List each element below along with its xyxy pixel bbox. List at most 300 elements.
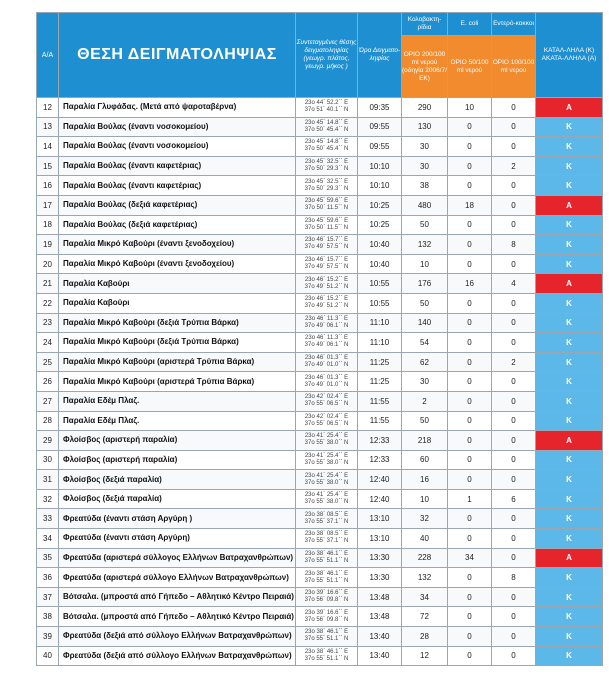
enterococci-value: 8 — [492, 235, 536, 255]
sampling-time: 10:25 — [358, 215, 402, 235]
row-number: 36 — [37, 568, 59, 588]
ecoli-value: 0 — [448, 137, 492, 157]
coordinates — [296, 548, 358, 568]
enterococci-value: 0 — [492, 372, 536, 392]
row-number: 24 — [37, 333, 59, 353]
sampling-time: 13:40 — [358, 627, 402, 647]
coordinate-longitude: 23ο 38΄ 46.1΄΄ Ε — [304, 570, 349, 577]
sampling-position: Φλοίσβος (αριστερή παραλία) — [59, 450, 296, 470]
coordinate-latitude: 37ο 50΄ 11.5΄΄ Ν — [304, 224, 349, 231]
coordinate-latitude: 37ο 49΄ 01.0΄΄ Ν — [304, 381, 349, 388]
sampling-time: 13:10 — [358, 529, 402, 549]
coordinates — [296, 607, 358, 627]
coliform-value: 62 — [402, 352, 448, 372]
table-row — [37, 215, 603, 235]
classification-badge: Α — [536, 98, 603, 118]
coordinate-latitude: 37ο 56΄ 09.8΄΄ Ν — [304, 616, 349, 623]
ecoli-value: 0 — [448, 176, 492, 196]
table-row — [37, 313, 603, 333]
row-number: 31 — [37, 470, 59, 490]
coordinate-longitude: 23ο 45΄ 59.6΄΄ Ε — [304, 217, 349, 224]
coliform-value: 28 — [402, 627, 448, 647]
table-row — [37, 489, 603, 509]
sampling-time: 12:33 — [358, 450, 402, 470]
coordinate-longitude: 23ο 46΄ 15.7΄΄ Ε — [304, 257, 349, 264]
sampling-time: 13:30 — [358, 548, 402, 568]
coliform-value: 10 — [402, 254, 448, 274]
coordinate-latitude: 37ο 51΄ 40.1΄΄ Ν — [304, 107, 349, 114]
sampling-time: 10:10 — [358, 156, 402, 176]
enterococci-value: 0 — [492, 587, 536, 607]
row-number: 26 — [37, 372, 59, 392]
coordinate-latitude: 37ο 49΄ 51.2΄΄ Ν — [304, 303, 349, 310]
ecoli-value: 0 — [448, 313, 492, 333]
coordinates — [296, 235, 358, 255]
table-row — [37, 391, 603, 411]
table-row — [37, 98, 603, 118]
coordinates — [296, 568, 358, 588]
sampling-time: 11:25 — [358, 372, 402, 392]
row-number: 16 — [37, 176, 59, 196]
row-number: 19 — [37, 235, 59, 255]
classification-badge: Α — [536, 274, 603, 294]
ecoli-value: 0 — [448, 509, 492, 529]
coliform-value: 30 — [402, 156, 448, 176]
coliform-value: 50 — [402, 215, 448, 235]
enterococci-value: 0 — [492, 529, 536, 549]
sampling-time: 13:48 — [358, 587, 402, 607]
ecoli-value: 10 — [448, 98, 492, 118]
sampling-position: Παραλία Μικρό Καβούρι (έναντι ξενοδοχείου) — [59, 235, 296, 255]
classification-badge: Κ — [536, 333, 603, 353]
ecoli-value: 0 — [448, 254, 492, 274]
table-row — [37, 587, 603, 607]
coordinates — [296, 509, 358, 529]
sampling-position: Παραλία Γλυφάδας. (Μετά από ψαροταβέρνα) — [59, 98, 296, 118]
row-number: 28 — [37, 411, 59, 431]
classification-badge: Κ — [536, 489, 603, 509]
coordinate-longitude: 23ο 39΄ 16.6΄΄ Ε — [304, 590, 349, 597]
classification-badge: Κ — [536, 411, 603, 431]
coordinates — [296, 137, 358, 157]
row-number: 17 — [37, 195, 59, 215]
sampling-position: Παραλία Εδέμ Πλαζ. — [59, 391, 296, 411]
row-number: 23 — [37, 313, 59, 333]
ecoli-value: 18 — [448, 195, 492, 215]
classification-badge: Κ — [536, 646, 603, 666]
ecoli-value: 0 — [448, 431, 492, 451]
ecoli-value: 1 — [448, 489, 492, 509]
classification-badge: Κ — [536, 156, 603, 176]
table-row — [37, 470, 603, 490]
table-row — [37, 548, 603, 568]
enterococci-value: 0 — [492, 313, 536, 333]
table-row — [37, 176, 603, 196]
table-row — [37, 235, 603, 255]
sampling-time: 10:55 — [358, 293, 402, 313]
ecoli-value: 0 — [448, 156, 492, 176]
header-coordinates: Συντεταγμένες θέσης δειγματοληψίας (γεωγρ. πλάτος, γεωγρ. μήκος ) — [296, 13, 358, 98]
enterococci-value: 0 — [492, 627, 536, 647]
coliform-value: 34 — [402, 587, 448, 607]
coordinate-longitude: 23ο 42΄ 02.4΄΄ Ε — [304, 413, 349, 420]
classification-badge: Κ — [536, 529, 603, 549]
classification-badge: Κ — [536, 587, 603, 607]
coordinate-latitude: 37ο 55΄ 06.5΄΄ Ν — [304, 401, 349, 408]
coordinate-longitude: 23ο 46΄ 15.2΄΄ Ε — [304, 296, 349, 303]
coliform-value: 140 — [402, 313, 448, 333]
table-row — [37, 529, 603, 549]
table-row — [37, 352, 603, 372]
enterococci-value: 0 — [492, 411, 536, 431]
coordinate-latitude: 37ο 55΄ 38.0΄΄ Ν — [304, 440, 349, 447]
enterococci-value: 0 — [492, 215, 536, 235]
enterococci-value: 0 — [492, 646, 536, 666]
coordinates — [296, 529, 358, 549]
coordinates — [296, 646, 358, 666]
sampling-position: Παραλία Μικρό Καβούρι (αριστερά Τρύπια Βάρκα) — [59, 352, 296, 372]
coordinate-longitude: 23ο 42΄ 02.4΄΄ Ε — [304, 394, 349, 401]
ecoli-value: 0 — [448, 215, 492, 235]
classification-badge: Κ — [536, 372, 603, 392]
sampling-time: 09:55 — [358, 137, 402, 157]
table-row — [37, 450, 603, 470]
sampling-position: Φρεατύδα (έναντι στάση Αργύρη) — [59, 529, 296, 549]
enterococci-value: 0 — [492, 333, 536, 353]
coordinate-longitude: 23ο 45΄ 59.6΄΄ Ε — [304, 198, 349, 205]
coordinates — [296, 117, 358, 137]
sampling-time: 11:10 — [358, 313, 402, 333]
ecoli-value: 0 — [448, 529, 492, 549]
ecoli-value: 0 — [448, 607, 492, 627]
row-number: 27 — [37, 391, 59, 411]
ecoli-value: 0 — [448, 470, 492, 490]
sampling-position: Παραλία Μικρό Καβούρι (αριστερά Τρύπια Βάρκα) — [59, 372, 296, 392]
sampling-results-table — [36, 12, 603, 666]
classification-badge: Α — [536, 195, 603, 215]
sampling-time: 12:40 — [358, 489, 402, 509]
ecoli-value: 16 — [448, 274, 492, 294]
row-number: 34 — [37, 529, 59, 549]
coordinates — [296, 274, 358, 294]
coordinate-longitude: 23ο 45΄ 32.5΄΄ Ε — [304, 159, 349, 166]
coliform-value: 60 — [402, 450, 448, 470]
coliform-value: 30 — [402, 372, 448, 392]
coordinates — [296, 313, 358, 333]
sampling-results-table-container — [36, 12, 602, 666]
coordinate-longitude: 23ο 38΄ 46.1΄΄ Ε — [304, 648, 349, 655]
coordinate-latitude: 37ο 50΄ 11.5΄΄ Ν — [304, 205, 349, 212]
ecoli-value: 0 — [448, 333, 492, 353]
coliform-value: 40 — [402, 529, 448, 549]
ecoli-value: 0 — [448, 293, 492, 313]
enterococci-value: 0 — [492, 509, 536, 529]
header-coliform: Κολοβακτη-ρίδια — [402, 13, 448, 36]
sampling-position: Φρεατύδα (έναντι στάση Αργύρη ) — [59, 509, 296, 529]
row-number: 39 — [37, 627, 59, 647]
sampling-position: Παραλία Μικρό Καβούρι (δεξιά Τρύπια Βάρκα) — [59, 313, 296, 333]
header-aa: Α/Α — [37, 13, 59, 98]
coordinate-latitude: 37ο 55΄ 37.1΄΄ Ν — [304, 538, 349, 545]
coordinate-latitude: 37ο 55΄ 06.5΄΄ Ν — [304, 420, 349, 427]
coordinates — [296, 352, 358, 372]
coordinate-longitude: 23ο 41΄ 25.4΄΄ Ε — [304, 492, 349, 499]
coliform-value: 228 — [402, 548, 448, 568]
coordinates — [296, 195, 358, 215]
enterococci-value: 0 — [492, 431, 536, 451]
row-number: 30 — [37, 450, 59, 470]
coliform-value: 218 — [402, 431, 448, 451]
table-row — [37, 646, 603, 666]
sampling-time: 13:48 — [358, 607, 402, 627]
coordinate-longitude: 23ο 45΄ 14.8΄΄ Ε — [304, 139, 349, 146]
row-number: 37 — [37, 587, 59, 607]
sampling-position: Φλοίσβος (δεξιά παραλία) — [59, 470, 296, 490]
coordinates — [296, 489, 358, 509]
table-row — [37, 372, 603, 392]
row-number: 38 — [37, 607, 59, 627]
row-number: 35 — [37, 548, 59, 568]
table-row — [37, 509, 603, 529]
ecoli-value: 0 — [448, 587, 492, 607]
coordinates — [296, 391, 358, 411]
sampling-time: 11:55 — [358, 411, 402, 431]
sampling-position: Παραλία Βούλας (έναντι νοσοκομείου) — [59, 117, 296, 137]
sampling-position: Βότσαλα. (μπροστά από Γήπεδο – Αθλητικό Κέντρο Πειραιά) — [59, 607, 296, 627]
classification-badge: Α — [536, 431, 603, 451]
table-row — [37, 117, 603, 137]
classification-badge: Κ — [536, 352, 603, 372]
coordinates — [296, 431, 358, 451]
coordinates — [296, 98, 358, 118]
coordinate-latitude: 37ο 49΄ 51.2΄΄ Ν — [304, 283, 349, 290]
classification-badge: Κ — [536, 313, 603, 333]
table-row — [37, 431, 603, 451]
coordinates — [296, 450, 358, 470]
coordinate-latitude: 37ο 55΄ 51.1΄΄ Ν — [304, 655, 349, 662]
coordinate-longitude: 23ο 41΄ 25.4΄΄ Ε — [304, 433, 349, 440]
enterococci-value: 0 — [492, 176, 536, 196]
row-number: 14 — [37, 137, 59, 157]
ecoli-value: 0 — [448, 117, 492, 137]
sampling-time: 10:40 — [358, 254, 402, 274]
coordinate-longitude: 23ο 46΄ 01.3΄΄ Ε — [304, 355, 349, 362]
sampling-time: 09:35 — [358, 98, 402, 118]
classification-badge: Κ — [536, 391, 603, 411]
classification-badge: Κ — [536, 215, 603, 235]
row-number: 25 — [37, 352, 59, 372]
coordinate-longitude: 23ο 41΄ 25.4΄΄ Ε — [304, 452, 349, 459]
coliform-value: 290 — [402, 98, 448, 118]
coordinate-latitude: 37ο 50΄ 45.4΄΄ Ν — [304, 126, 349, 133]
coliform-value: 50 — [402, 411, 448, 431]
coordinate-latitude: 37ο 55΄ 51.1΄΄ Ν — [304, 577, 349, 584]
row-number: 33 — [37, 509, 59, 529]
sampling-position: Παραλία Βούλας (έναντι νοσοκομείου) — [59, 137, 296, 157]
coordinate-longitude: 23ο 46΄ 15.7΄΄ Ε — [304, 237, 349, 244]
coordinate-longitude: 23ο 38΄ 08.5΄΄ Ε — [304, 511, 349, 518]
sampling-time: 12:33 — [358, 431, 402, 451]
sampling-position: Φρεατύδα (αριστερά σύλλογο Ελλήνων Βατραχανθρώπων) — [59, 568, 296, 588]
coordinate-longitude: 23ο 38΄ 08.5΄΄ Ε — [304, 531, 349, 538]
classification-badge: Κ — [536, 627, 603, 647]
coordinates — [296, 176, 358, 196]
coordinate-longitude: 23ο 39΄ 16.6΄΄ Ε — [304, 609, 349, 616]
coordinate-latitude: 37ο 55΄ 38.0΄΄ Ν — [304, 479, 349, 486]
classification-badge: Κ — [536, 254, 603, 274]
coordinate-latitude: 37ο 50΄ 29.3΄΄ Ν — [304, 166, 349, 173]
coordinate-longitude: 23ο 44΄ 52.2΄΄ Ε — [304, 100, 349, 107]
sampling-time: 11:10 — [358, 333, 402, 353]
enterococci-value: 0 — [492, 254, 536, 274]
coordinate-latitude: 37ο 55΄ 51.1΄΄ Ν — [304, 636, 349, 643]
coordinate-longitude: 23ο 46΄ 11.3΄΄ Ε — [305, 315, 348, 322]
coordinate-latitude: 37ο 55΄ 37.1΄΄ Ν — [304, 518, 349, 525]
header-time: Ώρα Δειγματο-ληψίας — [358, 13, 402, 98]
sampling-position: Παραλία Μικρό Καβούρι (δεξιά Τρύπια Βάρκα) — [59, 333, 296, 353]
classification-badge: Κ — [536, 117, 603, 137]
coordinate-longitude: 23ο 41΄ 25.4΄΄ Ε — [304, 472, 349, 479]
coordinate-longitude: 23ο 46΄ 01.3΄΄ Ε — [304, 374, 349, 381]
ecoli-value: 0 — [448, 372, 492, 392]
row-number: 18 — [37, 215, 59, 235]
classification-badge: Κ — [536, 293, 603, 313]
row-number: 29 — [37, 431, 59, 451]
ecoli-value: 0 — [448, 450, 492, 470]
enterococci-value: 2 — [492, 156, 536, 176]
enterococci-value: 0 — [492, 195, 536, 215]
row-number: 40 — [37, 646, 59, 666]
coordinate-longitude: 23ο 38΄ 46.1΄΄ Ε — [304, 550, 349, 557]
table-body — [37, 98, 603, 666]
enterococci-value: 2 — [492, 352, 536, 372]
classification-badge: Κ — [536, 235, 603, 255]
coliform-value: 50 — [402, 293, 448, 313]
coliform-value: 16 — [402, 470, 448, 490]
enterococci-value: 0 — [492, 470, 536, 490]
coordinates — [296, 587, 358, 607]
table-row — [37, 607, 603, 627]
classification-badge: Κ — [536, 607, 603, 627]
enterococci-value: 0 — [492, 293, 536, 313]
table-row — [37, 627, 603, 647]
ecoli-value: 0 — [448, 352, 492, 372]
sampling-time: 10:55 — [358, 274, 402, 294]
coliform-value: 32 — [402, 509, 448, 529]
enterococci-value: 8 — [492, 568, 536, 588]
sampling-time: 12:40 — [358, 470, 402, 490]
row-number: 20 — [37, 254, 59, 274]
sampling-position: Παραλία Βούλας (δεξιά καφετέριας) — [59, 215, 296, 235]
coordinate-longitude: 23ο 45΄ 14.8΄΄ Ε — [304, 119, 349, 126]
row-number: 15 — [37, 156, 59, 176]
table-row — [37, 156, 603, 176]
coliform-value: 30 — [402, 137, 448, 157]
sampling-position: Παραλία Βούλας (έναντι καφετέριας) — [59, 176, 296, 196]
sampling-time: 09:55 — [358, 117, 402, 137]
sampling-time: 10:40 — [358, 235, 402, 255]
classification-badge: Κ — [536, 450, 603, 470]
coordinates — [296, 254, 358, 274]
coordinate-latitude: 37ο 50΄ 29.3΄΄ Ν — [304, 185, 349, 192]
coordinate-latitude: 37ο 55΄ 38.0΄΄ Ν — [304, 459, 349, 466]
table-row — [37, 293, 603, 313]
table-row — [37, 274, 603, 294]
coliform-value: 54 — [402, 333, 448, 353]
coordinate-longitude: 23ο 38΄ 46.1΄΄ Ε — [304, 629, 349, 636]
coliform-value: 38 — [402, 176, 448, 196]
table-row — [37, 333, 603, 353]
sampling-time: 10:10 — [358, 176, 402, 196]
classification-badge: Α — [536, 548, 603, 568]
row-number: 32 — [37, 489, 59, 509]
sampling-position: Παραλία Βούλας (δεξιά καφετέριας) — [59, 195, 296, 215]
coordinate-latitude: 37ο 56΄ 09.8΄΄ Ν — [304, 597, 349, 604]
coordinate-latitude: 37ο 49΄ 06.1΄΄ Ν — [304, 342, 349, 349]
coordinate-longitude: 23ο 45΄ 32.5΄΄ Ε — [304, 178, 349, 185]
row-number: 12 — [37, 98, 59, 118]
table-row — [37, 195, 603, 215]
ecoli-value: 0 — [448, 235, 492, 255]
coordinates — [296, 372, 358, 392]
coordinates — [296, 156, 358, 176]
coliform-value: 2 — [402, 391, 448, 411]
coliform-value: 176 — [402, 274, 448, 294]
table-row — [37, 411, 603, 431]
coliform-value: 130 — [402, 117, 448, 137]
coliform-value: 132 — [402, 568, 448, 588]
enterococci-value: 0 — [492, 391, 536, 411]
sampling-time: 11:55 — [358, 391, 402, 411]
classification-badge: Κ — [536, 568, 603, 588]
coliform-value: 132 — [402, 235, 448, 255]
enterococci-value: 0 — [492, 137, 536, 157]
sampling-time: 13:30 — [358, 568, 402, 588]
coordinate-latitude: 37ο 55΄ 38.0΄΄ Ν — [304, 499, 349, 506]
sampling-position: Παραλία Καβούρι — [59, 274, 296, 294]
coliform-value: 12 — [402, 646, 448, 666]
row-number: 22 — [37, 293, 59, 313]
ecoli-value: 0 — [448, 391, 492, 411]
ecoli-value: 0 — [448, 411, 492, 431]
header-classification: ΚΑΤΑΛ-ΛΗΛΑ (Κ) ΑΚΑΤΑ-ΛΛΗΛΑ (Α) — [536, 13, 603, 98]
coordinates — [296, 293, 358, 313]
coordinates — [296, 215, 358, 235]
coordinates — [296, 411, 358, 431]
limit-enterococci: ΟΡΙΟ 100/100 ml νερού — [492, 36, 536, 98]
coordinates — [296, 627, 358, 647]
row-number: 13 — [37, 117, 59, 137]
sampling-position: Φρεατύδα (αριστερά σύλλογος Ελλήνων Βατραχανθρώπων) — [59, 548, 296, 568]
enterococci-value: 0 — [492, 548, 536, 568]
ecoli-value: 0 — [448, 646, 492, 666]
header-ecoli: E. coli — [448, 13, 492, 36]
sampling-position: Φλοίσβος (δεξιά παραλία) — [59, 489, 296, 509]
sampling-position: Βότσαλα. (μπροστά από Γήπεδο – Αθλητικό Κέντρο Πειραιά) — [59, 587, 296, 607]
limit-coliform: ΟΡΙΟ 200/100 ml νερού (οδηγία 2006/7/ΕΚ) — [402, 36, 448, 98]
sampling-position: Παραλία Βούλας (έναντι καφετέριας) — [59, 156, 296, 176]
sampling-position: Παραλία Καβούρι — [59, 293, 296, 313]
coordinates — [296, 470, 358, 490]
ecoli-value: 34 — [448, 548, 492, 568]
sampling-time: 10:25 — [358, 195, 402, 215]
sampling-time: 11:25 — [358, 352, 402, 372]
sampling-time: 13:40 — [358, 646, 402, 666]
ecoli-value: 0 — [448, 627, 492, 647]
coordinates — [296, 333, 358, 353]
coordinate-latitude: 37ο 49΄ 01.0΄΄ Ν — [304, 362, 349, 369]
sampling-position: Φρεατύδα (δεξιά από σύλλογο Ελλήνων Βατραχανθρώπων) — [59, 627, 296, 647]
